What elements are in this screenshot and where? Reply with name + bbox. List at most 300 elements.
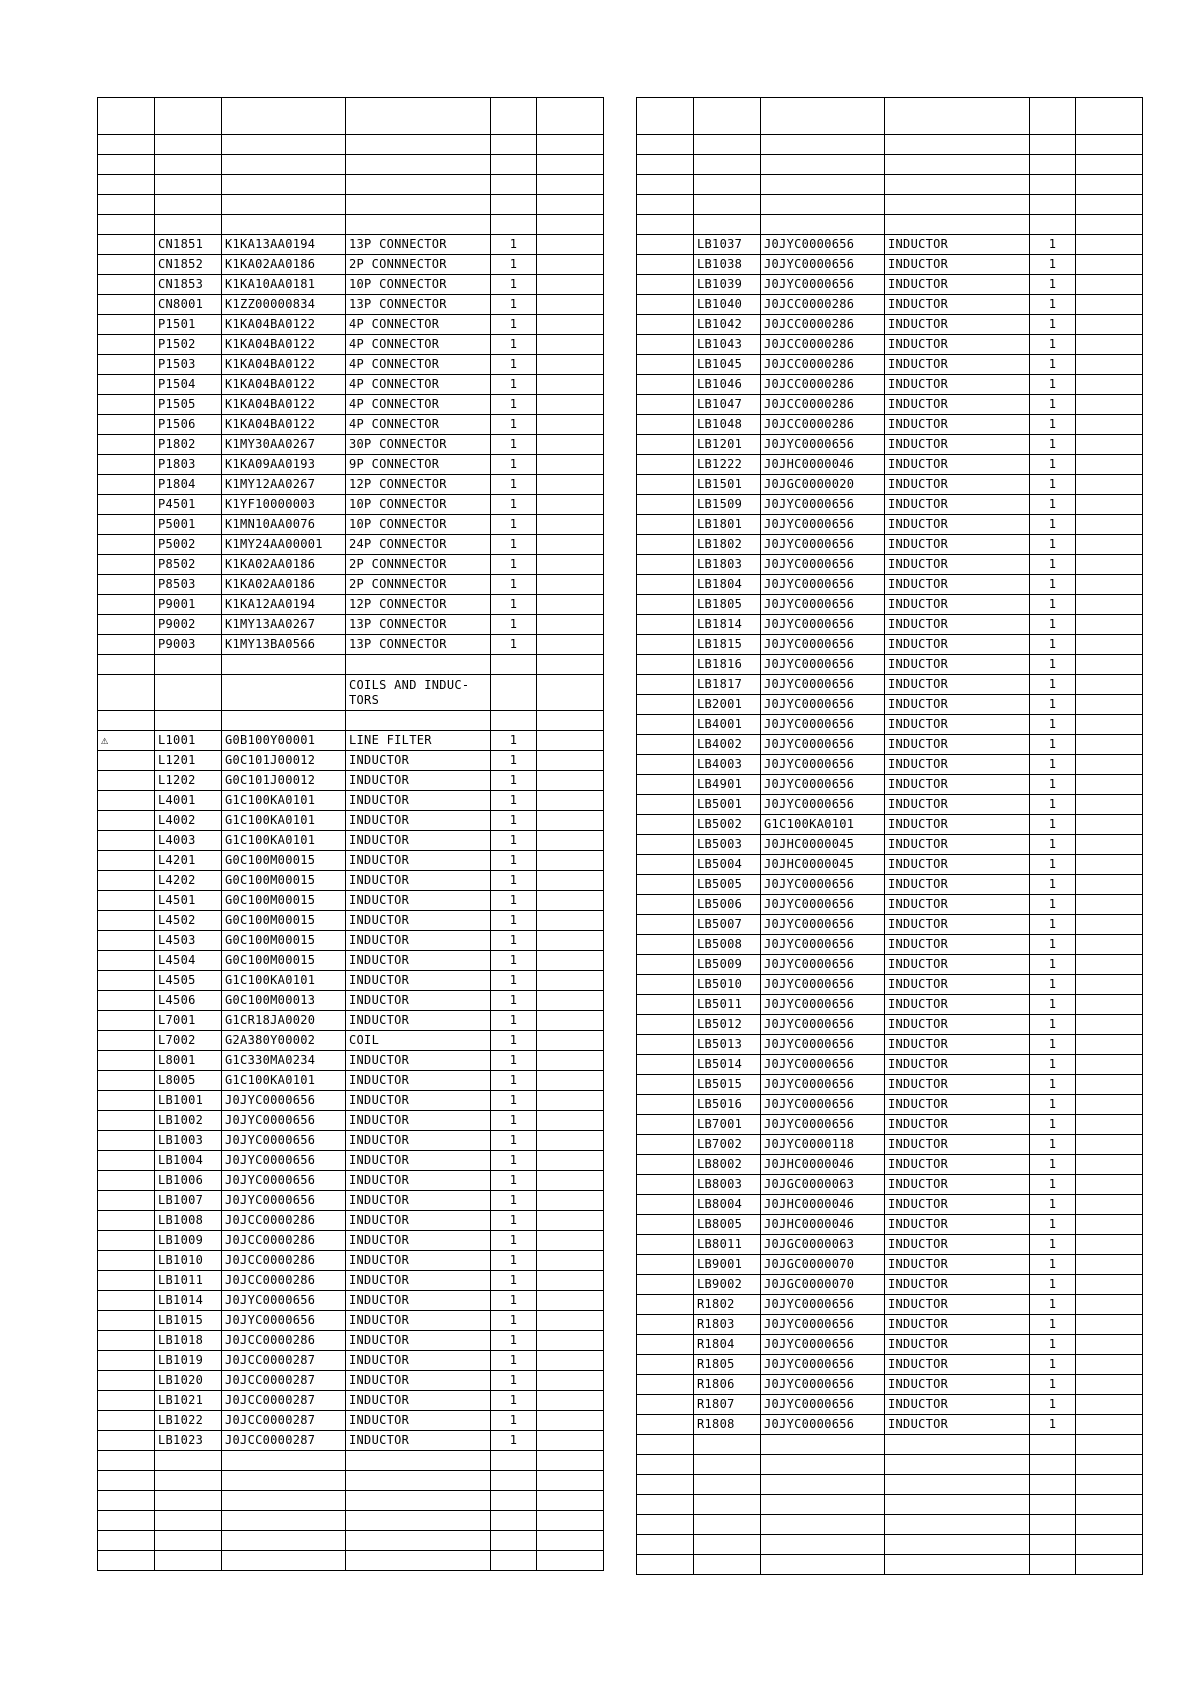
cell-safety-mark [637,335,694,355]
cell-safety-mark [637,98,694,135]
cell-remarks [537,275,604,295]
cell-ref-no: LB2001 [694,695,761,715]
table-row [637,1295,1143,1315]
cell-part-no: J0JCC0000286 [761,295,885,315]
cell-remarks [537,971,604,991]
cell-part-no: J0JYC0000656 [761,1375,885,1395]
cell-safety-mark [98,931,155,951]
cell-remarks [537,1171,604,1191]
table-row [98,415,604,435]
table-row [98,535,604,555]
table-row [98,831,604,851]
cell-ref-no [155,711,222,731]
cell-safety-mark [98,635,155,655]
table-row [637,1395,1143,1415]
cell-safety-mark [98,991,155,1011]
cell-part-name: INDUCTOR [346,751,491,771]
cell-part-no: J0JYC0000656 [761,755,885,775]
table-row [98,891,604,911]
cell-ref-no: LB8005 [694,1215,761,1235]
table-row [637,575,1143,595]
table-row [637,195,1143,215]
cell-part-name: INDUCTOR [885,915,1030,935]
cell-quantity: 1 [1030,1355,1076,1375]
cell-part-name: INDUCTOR [885,735,1030,755]
cell-safety-mark [98,515,155,535]
table-row [637,1255,1143,1275]
cell-ref-no: LB1046 [694,375,761,395]
cell-part-name [346,215,491,235]
cell-ref-no [694,1555,761,1575]
cell-safety-mark [98,555,155,575]
cell-ref-no [694,1455,761,1475]
table-row [98,215,604,235]
cell-part-name: INDUCTOR [885,1315,1030,1335]
table-row [98,575,604,595]
cell-part-no: J0JCC0000286 [761,395,885,415]
table-row [98,1151,604,1171]
cell-quantity [1030,135,1076,155]
cell-part-no: J0JCC0000286 [761,335,885,355]
cell-quantity: 1 [491,1071,537,1091]
cell-quantity: 1 [1030,275,1076,295]
cell-ref-no: LB1007 [155,1191,222,1211]
cell-part-name: INDUCTOR [346,911,491,931]
table-row [98,911,604,931]
cell-quantity: 1 [1030,1275,1076,1295]
cell-part-no [222,675,346,711]
cell-part-no: J0JYC0000656 [761,915,885,935]
cell-part-name: INDUCTOR [885,455,1030,475]
cell-part-name: INDUCTOR [885,1375,1030,1395]
cell-part-name: INDUCTOR [885,835,1030,855]
cell-safety-mark [637,1475,694,1495]
cell-safety-mark [98,415,155,435]
cell-part-no: K1KA02AA0186 [222,255,346,275]
cell-safety-mark [98,155,155,175]
cell-part-no [761,155,885,175]
table-row [98,751,604,771]
table-row [637,155,1143,175]
cell-quantity: 1 [1030,595,1076,615]
cell-part-name [885,1535,1030,1555]
cell-remarks [537,435,604,455]
cell-ref-no: LB1011 [155,1271,222,1291]
cell-part-no: K1MY13BA0566 [222,635,346,655]
cell-part-name: INDUCTOR [885,635,1030,655]
cell-part-name: INDUCTOR [885,395,1030,415]
cell-part-no: J0JGC0000063 [761,1175,885,1195]
table-row [98,455,604,475]
cell-part-no: J0JYC0000656 [761,1015,885,1035]
cell-remarks [1076,595,1143,615]
cell-part-no: J0JYC0000656 [761,675,885,695]
cell-quantity: 1 [1030,535,1076,555]
cell-quantity: 1 [1030,355,1076,375]
cell-part-no [761,1535,885,1555]
cell-ref-no: L8001 [155,1051,222,1071]
cell-remarks [1076,1215,1143,1235]
table-row [637,1215,1143,1235]
table-row [98,1531,604,1551]
table-row [98,1471,604,1491]
cell-part-no: J0JCC0000287 [222,1431,346,1451]
table-row [637,1555,1143,1575]
table-row [637,1435,1143,1455]
cell-ref-no: L4503 [155,931,222,951]
cell-safety-mark [98,455,155,475]
cell-ref-no [694,175,761,195]
cell-ref-no [694,98,761,135]
cell-remarks [1076,935,1143,955]
cell-remarks [1076,515,1143,535]
cell-ref-no: P1506 [155,415,222,435]
table-row [637,1035,1143,1055]
cell-safety-mark [637,935,694,955]
cell-remarks [1076,875,1143,895]
cell-quantity: 1 [1030,1175,1076,1195]
cell-safety-mark [98,1391,155,1411]
cell-safety-mark [637,735,694,755]
cell-ref-no [155,1451,222,1471]
cell-quantity: 1 [491,1251,537,1271]
cell-part-no [222,655,346,675]
cell-part-no: K1MN10AA0076 [222,515,346,535]
cell-part-name: INDUCTOR [885,695,1030,715]
cell-remarks [537,1491,604,1511]
cell-remarks [1076,795,1143,815]
cell-safety-mark [637,595,694,615]
cell-ref-no: LB1019 [155,1351,222,1371]
cell-safety-mark [98,535,155,555]
cell-quantity: 1 [1030,795,1076,815]
table-row [637,335,1143,355]
cell-part-no: G0B100Y00001 [222,731,346,751]
cell-quantity: 1 [1030,835,1076,855]
cell-remarks [537,375,604,395]
table-row [98,731,604,751]
cell-quantity: 1 [1030,1395,1076,1415]
cell-quantity: 1 [1030,995,1076,1015]
cell-part-name: INDUCTOR [885,1255,1030,1275]
cell-quantity: 1 [1030,1015,1076,1035]
cell-remarks [537,1011,604,1031]
cell-ref-no: LB1008 [155,1211,222,1231]
cell-part-no: K1MY30AA0267 [222,435,346,455]
cell-quantity [1030,1515,1076,1535]
cell-part-no: J0JYC0000656 [761,895,885,915]
cell-part-no: J0JYC0000656 [761,1315,885,1335]
cell-part-no: J0JYC0000656 [222,1111,346,1131]
cell-part-no: J0JCC0000287 [222,1351,346,1371]
cell-remarks [1076,1115,1143,1135]
cell-safety-mark [98,255,155,275]
cell-remarks [537,831,604,851]
cell-quantity: 1 [1030,615,1076,635]
cell-safety-mark [98,98,155,135]
table-row [98,1191,604,1211]
table-row [637,1335,1143,1355]
cell-part-name: INDUCTOR [885,975,1030,995]
cell-safety-mark [98,655,155,675]
cell-part-name [346,1471,491,1491]
cell-part-no [761,1475,885,1495]
cell-safety-mark [637,1035,694,1055]
cell-ref-no: LB5015 [694,1075,761,1095]
cell-part-no [222,711,346,731]
cell-remarks [537,1431,604,1451]
cell-ref-no: LB1014 [155,1291,222,1311]
cell-ref-no: P8503 [155,575,222,595]
cell-part-name: INDUCTOR [885,355,1030,375]
cell-safety-mark [98,751,155,771]
cell-safety-mark [98,175,155,195]
cell-remarks [1076,1395,1143,1415]
cell-ref-no: LB4002 [694,735,761,755]
cell-ref-no [155,1511,222,1531]
cell-remarks [537,555,604,575]
cell-part-no: J0JYC0000656 [761,875,885,895]
cell-remarks [1076,895,1143,915]
table-row [98,1031,604,1051]
cell-quantity [491,1551,537,1571]
cell-remarks [1076,395,1143,415]
cell-part-no [222,215,346,235]
cell-part-no: J0JCC0000286 [761,375,885,395]
cell-part-name: INDUCTOR [885,275,1030,295]
cell-safety-mark [98,495,155,515]
cell-remarks [1076,355,1143,375]
cell-remarks [1076,635,1143,655]
table-row [637,1135,1143,1155]
table-row [637,395,1143,415]
cell-part-name: 4P CONNECTOR [346,395,491,415]
table-row [98,1351,604,1371]
cell-part-no: J0JYC0000656 [222,1191,346,1211]
cell-ref-no [155,1531,222,1551]
cell-part-no: J0JYC0000656 [761,275,885,295]
table-row [98,1271,604,1291]
cell-quantity: 1 [1030,775,1076,795]
cell-part-no: J0JYC0000656 [761,615,885,635]
cell-safety-mark [637,795,694,815]
cell-remarks [537,751,604,771]
table-row [637,1115,1143,1135]
cell-remarks [1076,1435,1143,1455]
cell-quantity: 1 [491,495,537,515]
cell-part-name: INDUCTOR [885,1275,1030,1295]
cell-part-no [761,1555,885,1575]
cell-part-name [885,1455,1030,1475]
cell-quantity [491,215,537,235]
cell-ref-no: LB5008 [694,935,761,955]
table-row [637,275,1143,295]
table-row [98,675,604,711]
cell-safety-mark [98,595,155,615]
cell-part-no: J0JYC0000656 [761,1415,885,1435]
cell-part-name: 2P CONNNECTOR [346,255,491,275]
cell-remarks [537,871,604,891]
cell-quantity [1030,1455,1076,1475]
cell-part-no: G0C101J00012 [222,771,346,791]
table-row [637,695,1143,715]
cell-part-name: INDUCTOR [346,1091,491,1111]
cell-safety-mark [637,995,694,1015]
cell-safety-mark [98,1511,155,1531]
cell-quantity: 1 [1030,695,1076,715]
cell-ref-no: LB5009 [694,955,761,975]
cell-part-name: INDUCTOR [885,375,1030,395]
cell-quantity [491,711,537,731]
cell-part-name: INDUCTOR [346,1191,491,1211]
cell-part-name: INDUCTOR [346,1351,491,1371]
cell-ref-no: CN8001 [155,295,222,315]
cell-safety-mark [637,1175,694,1195]
cell-quantity: 1 [1030,735,1076,755]
cell-part-no: J0JCC0000286 [222,1251,346,1271]
cell-remarks [537,1411,604,1431]
cell-part-no: J0JHC0000045 [761,855,885,875]
cell-remarks [1076,1355,1143,1375]
cell-part-name [346,175,491,195]
cell-part-name: INDUCTOR [346,931,491,951]
table-row [637,1455,1143,1475]
cell-ref-no: LB1020 [155,1371,222,1391]
table-row [98,475,604,495]
cell-remarks [537,195,604,215]
cell-part-no: J0JHC0000046 [761,455,885,475]
cell-part-name: 10P CONNECTOR [346,275,491,295]
cell-part-name: INDUCTOR [885,1215,1030,1235]
cell-ref-no: LB1037 [694,235,761,255]
cell-remarks [537,175,604,195]
cell-quantity: 1 [491,1291,537,1311]
cell-quantity: 1 [491,595,537,615]
cell-part-no: J0JCC0000286 [222,1331,346,1351]
cell-part-no: J0JCC0000286 [222,1211,346,1231]
cell-quantity: 1 [1030,855,1076,875]
cell-ref-no: LB1006 [155,1171,222,1191]
table-row [637,955,1143,975]
table-row [637,835,1143,855]
cell-part-no: G0C100M00015 [222,931,346,951]
cell-remarks [537,1391,604,1411]
cell-remarks [1076,175,1143,195]
cell-part-no: G1C100KA0101 [222,1071,346,1091]
cell-remarks [537,595,604,615]
cell-quantity: 1 [1030,875,1076,895]
cell-quantity [1030,1535,1076,1555]
cell-part-no: J0JYC0000656 [761,255,885,275]
cell-remarks [537,791,604,811]
cell-ref-no: LB8011 [694,1235,761,1255]
cell-quantity: 1 [491,891,537,911]
cell-part-no: J0JYC0000656 [761,1055,885,1075]
table-row [637,1415,1143,1435]
cell-part-no: J0JYC0000118 [761,1135,885,1155]
cell-part-name [346,711,491,731]
cell-remarks [537,675,604,711]
cell-part-no: J0JYC0000656 [222,1091,346,1111]
cell-safety-mark [98,1291,155,1311]
cell-part-no: J0JYC0000656 [761,955,885,975]
cell-safety-mark [98,971,155,991]
cell-part-name: INDUCTOR [346,791,491,811]
cell-quantity: 1 [1030,1075,1076,1095]
cell-ref-no [155,195,222,215]
cell-ref-no: LB1004 [155,1151,222,1171]
cell-ref-no: LB8003 [694,1175,761,1195]
cell-ref-no: LB5007 [694,915,761,935]
cell-safety-mark [98,911,155,931]
cell-quantity: 1 [491,951,537,971]
cell-part-name: 12P CONNECTOR [346,475,491,495]
cell-safety-mark [637,1235,694,1255]
cell-remarks [1076,675,1143,695]
cell-part-name: INDUCTOR [885,255,1030,275]
cell-remarks [1076,1175,1143,1195]
cell-remarks [537,1191,604,1211]
cell-part-name: INDUCTOR [346,771,491,791]
cell-remarks [537,851,604,871]
table-row [98,255,604,275]
cell-quantity: 1 [1030,435,1076,455]
cell-part-no: G0C100M00015 [222,871,346,891]
cell-part-no: J0JYC0000656 [761,1095,885,1115]
cell-quantity: 1 [491,1111,537,1131]
cell-quantity: 1 [491,1011,537,1031]
cell-quantity: 1 [1030,635,1076,655]
cell-part-name: INDUCTOR [885,1175,1030,1195]
cell-quantity: 1 [1030,575,1076,595]
cell-quantity: 1 [491,1171,537,1191]
cell-quantity [491,675,537,711]
cell-safety-mark [98,1211,155,1231]
table-row [637,815,1143,835]
cell-quantity: 1 [491,931,537,951]
cell-safety-mark [637,175,694,195]
cell-safety-mark [98,315,155,335]
cell-part-no: J0JYC0000656 [761,795,885,815]
cell-remarks [1076,835,1143,855]
cell-quantity: 1 [491,555,537,575]
table-row [637,615,1143,635]
cell-part-name [346,98,491,135]
cell-remarks [537,1531,604,1551]
table-row [637,1375,1143,1395]
cell-remarks [1076,755,1143,775]
table-row [98,1291,604,1311]
cell-part-name: INDUCTOR [346,871,491,891]
cell-ref-no: P1503 [155,355,222,375]
table-row [637,1475,1143,1495]
cell-part-no: J0JYC0000656 [761,635,885,655]
cell-ref-no [155,1491,222,1511]
cell-ref-no: R1802 [694,1295,761,1315]
cell-part-name: INDUCTOR [885,1295,1030,1315]
cell-remarks [1076,455,1143,475]
cell-remarks [1076,1075,1143,1095]
cell-part-name: INDUCTOR [346,1291,491,1311]
cell-remarks [1076,815,1143,835]
cell-quantity: 1 [491,871,537,891]
cell-quantity: 1 [1030,495,1076,515]
cell-safety-mark [637,1495,694,1515]
table-row [637,1315,1143,1335]
cell-quantity: 1 [491,1351,537,1371]
cell-part-no: J0JGC0000020 [761,475,885,495]
cell-ref-no: R1807 [694,1395,761,1415]
